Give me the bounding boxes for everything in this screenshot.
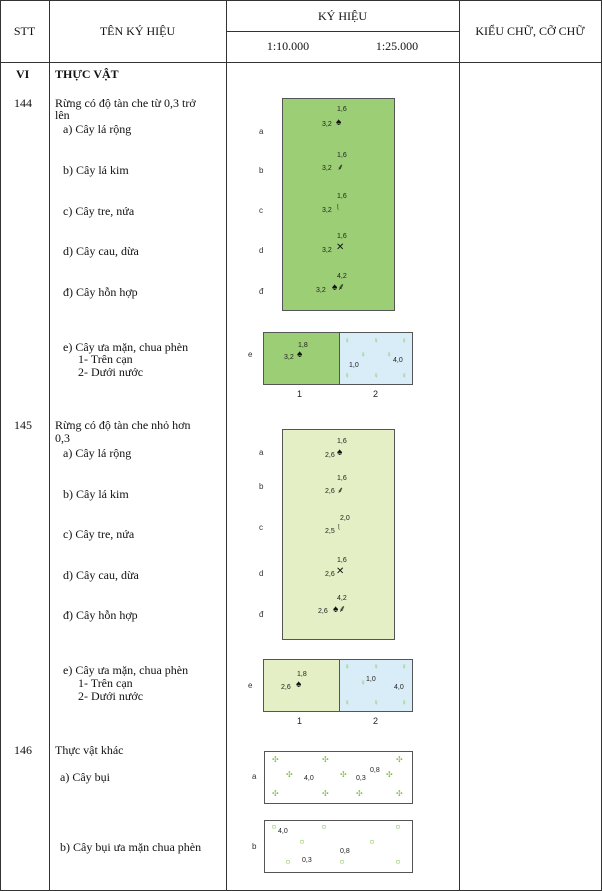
mangrove-shrub-mark-8: ⸋ <box>396 859 400 868</box>
row-144-d-dim-top: 1,6 <box>337 233 347 240</box>
row-144-a-dim-left: 3,2 <box>322 121 332 128</box>
col-divider-1 <box>49 0 50 891</box>
row-145-item-a: a) Cây lá rộng <box>63 446 132 460</box>
shrub-mark-4: ✣ <box>286 770 293 779</box>
row-145-b-dim-top: 1,6 <box>337 475 347 482</box>
mangrove-water-mark-7: ♀ <box>401 698 407 707</box>
mangrove-tree-icon: ♠ <box>296 679 302 690</box>
row-144-c-dim-top: 1,6 <box>337 193 347 200</box>
row-145-e-col1: 1 <box>297 716 303 726</box>
mangrove-water-mark-2: ♀ <box>373 336 379 345</box>
row-144-a-dim-top: 1,6 <box>337 106 347 113</box>
row-144-title-line1: Rừng có độ tàn che từ 0,3 trở <box>55 96 196 110</box>
row-144-e-dim-b: 4,0 <box>393 357 403 364</box>
row-144-item-e-sub1: 1- Trên cạn <box>78 352 133 366</box>
row-145-e-land-swatch <box>263 659 340 712</box>
row-144-item-c: c) Cây tre, nứa <box>63 204 135 218</box>
shrub-mark-6: ✣ <box>386 770 393 779</box>
row-145-dd-dim-top: 4,2 <box>337 595 347 602</box>
row-145-a-dim-top: 1,6 <box>337 438 347 445</box>
mangrove-shrub-mark-7: ⸋ <box>340 859 344 868</box>
row-144-b-dim-top: 1,6 <box>337 152 347 159</box>
row-145-e-dim-top: 1,8 <box>297 671 307 678</box>
section-title: THỰC VẬT <box>55 67 119 81</box>
row-144-e-dim-a: 1,0 <box>349 362 359 369</box>
row-145-letter-c: c <box>259 523 263 532</box>
row-144-e-dim-left: 3,2 <box>284 354 294 361</box>
row-144-c-dim-left: 3,2 <box>322 207 332 214</box>
row-145-number: 145 <box>14 418 32 432</box>
mangrove-water-mark-3: ♀ <box>401 336 407 345</box>
header-split-line <box>226 31 459 32</box>
row-145-d-dim-top: 1,6 <box>337 557 347 564</box>
mangrove-water-mark-5: ♀ <box>386 350 392 359</box>
row-145-e-dim-b: 4,0 <box>394 684 404 691</box>
row-144-letter-d: d <box>259 246 264 255</box>
row-145-letter-d: d <box>259 569 264 578</box>
mangrove-shrub-mark-6: ⸋ <box>286 859 290 868</box>
row-145-item-c: c) Cây tre, nứa <box>63 527 135 541</box>
row-144-e-col1: 1 <box>297 389 303 399</box>
palm-tree-icon: ✕ <box>336 242 345 253</box>
header-ten-ky-hieu: TÊN KÝ HIỆU <box>99 24 176 38</box>
section-number: VI <box>16 67 30 81</box>
row-145-letter-dd: đ <box>259 610 264 619</box>
broadleaf-tree-icon: ♠ <box>336 117 342 128</box>
row-145-e-dim-left: 2,6 <box>281 684 291 691</box>
mixed-forest-icon: ♠⸙ <box>332 282 345 293</box>
row-146-letter-a: a <box>252 772 257 781</box>
mangrove-shrub-mark-4: ⸋ <box>300 839 304 848</box>
row-145-item-b: b) Cây lá kim <box>63 487 129 501</box>
col-divider-3 <box>459 0 460 891</box>
mangrove-water-mark-6: ♀ <box>373 698 379 707</box>
mangrove-water-mark-8: ♀ <box>401 371 407 380</box>
mangrove-shrub-mark-3: ⸋ <box>396 824 400 833</box>
row-146-a-dim1: 4,0 <box>304 775 314 782</box>
mangrove-water-mark-5: ♀ <box>344 698 350 707</box>
mangrove-water-mark-4: ♀ <box>360 350 366 359</box>
row-145-letter-b: b <box>259 482 264 491</box>
bamboo-icon: ᶩ <box>338 523 340 534</box>
header-ky-hieu: KÝ HIỆU <box>318 9 367 23</box>
row-145-dd-dim-left: 2,6 <box>318 608 328 615</box>
row-145-title-line1: Rừng có độ tàn che nhỏ hơn <box>55 418 191 432</box>
mangrove-water-mark-6: ♀ <box>344 371 350 380</box>
row-144-item-dd: đ) Cây hỗn hợp <box>63 285 138 299</box>
shrub-mark-10: ✣ <box>396 789 403 798</box>
mangrove-water-mark-2: ♀ <box>373 662 379 671</box>
row-144-b-dim-left: 3,2 <box>322 165 332 172</box>
row-145-item-d: d) Cây cau, dừa <box>63 568 139 582</box>
row-144-number: 144 <box>14 96 32 110</box>
row-146-item-a: a) Cây bụi <box>60 770 110 784</box>
row-144-item-a: a) Cây lá rộng <box>63 122 132 136</box>
conifer-tree-icon: ⸙ <box>337 162 344 172</box>
shrub-mark-8: ✣ <box>322 789 329 798</box>
broadleaf-tree-icon: ♠ <box>337 447 343 458</box>
row-144-item-e: e) Cây ưa mặn, chua phèn <box>63 340 189 354</box>
row-144-title-line2: lên <box>55 108 70 122</box>
row-145-letter-e: e <box>248 681 253 690</box>
row-145-d-dim-left: 2,6 <box>325 571 335 578</box>
col-divider-2 <box>226 0 227 891</box>
mangrove-water-mark-7: ♀ <box>373 371 379 380</box>
row-145-item-dd: đ) Cây hỗn hợp <box>63 608 138 622</box>
header-bottom-line <box>0 62 602 63</box>
row-145-a-dim-left: 2,6 <box>325 452 335 459</box>
row-145-e-dim-a: 1,0 <box>366 676 376 683</box>
row-146-item-b: b) Cây bụi ưa mặn chua phèn <box>60 840 202 854</box>
header-scale-25000: 1:25.000 <box>375 39 419 53</box>
mangrove-shrub-mark-5: ⸋ <box>370 839 374 848</box>
row-145-item-e: e) Cây ưa mặn, chua phèn <box>63 663 189 677</box>
row-146-number: 146 <box>14 743 32 757</box>
row-146-b-dim1: 4,0 <box>278 828 288 835</box>
row-146-a-dim2: 0,8 <box>370 767 380 774</box>
row-146-a-dim3: 0,3 <box>356 775 366 782</box>
row-144-letter-a: a <box>259 127 264 136</box>
row-144-item-b: b) Cây lá kim <box>63 163 129 177</box>
header-kieu-chu: KIỂU CHỮ, CỠ CHỮ <box>475 24 585 38</box>
mangrove-tree-icon: ♠ <box>297 349 303 360</box>
row-144-item-d: d) Cây cau, dừa <box>63 244 139 258</box>
mixed-forest-icon: ♠⸙ <box>333 604 346 615</box>
shrub-mark-9: ✣ <box>356 789 363 798</box>
row-145-c-dim-left: 2,5 <box>325 528 335 535</box>
mangrove-water-mark-1: ♀ <box>344 336 350 345</box>
row-145-c-dim-top: 2,0 <box>340 515 350 522</box>
mangrove-water-mark-3: ♀ <box>401 662 407 671</box>
row-144-d-dim-left: 3,2 <box>322 247 332 254</box>
row-145-letter-a: a <box>259 448 264 457</box>
row-144-letter-e: e <box>248 350 253 359</box>
row-144-e-col2: 2 <box>373 389 379 399</box>
row-144-letter-b: b <box>259 166 264 175</box>
header-scale-10000: 1:10.000 <box>266 39 310 53</box>
conifer-tree-icon: ⸙ <box>337 485 344 495</box>
header-stt: STT <box>13 24 36 38</box>
bamboo-icon: ᶩ <box>337 203 339 214</box>
row-144-letter-c: c <box>259 206 263 215</box>
shrub-mark-3: ✣ <box>396 755 403 764</box>
shrub-mark-1: ✣ <box>272 755 279 764</box>
mangrove-shrub-mark-2: ⸋ <box>322 824 326 833</box>
table-border-top <box>0 0 602 1</box>
shrub-mark-5: ✣ <box>340 770 347 779</box>
row-145-e-col2: 2 <box>373 716 379 726</box>
mangrove-shrub-mark-1: ⸋ <box>272 824 276 833</box>
table-border-left <box>0 0 1 891</box>
row-146-b-dim3: 0,3 <box>302 857 312 864</box>
row-146-b-dim2: 0,8 <box>340 848 350 855</box>
row-146-title: Thực vật khác <box>55 743 124 757</box>
row-145-title-line2: 0,3 <box>55 431 70 445</box>
row-145-b-dim-left: 2,6 <box>325 488 335 495</box>
row-144-item-e-sub2: 2- Dưới nước <box>78 365 144 379</box>
mangrove-water-mark-1: ♀ <box>344 662 350 671</box>
shrub-mark-2: ✣ <box>322 755 329 764</box>
row-145-item-e-sub2: 2- Dưới nước <box>78 689 144 703</box>
row-144-letter-dd: đ <box>259 287 264 296</box>
palm-tree-icon: ✕ <box>336 566 345 577</box>
row-144-dd-dim-left: 3,2 <box>316 287 326 294</box>
shrub-mark-7: ✣ <box>272 789 279 798</box>
row-144-dd-dim-top: 4,2 <box>337 273 347 280</box>
mangrove-water-mark-4: ♀ <box>360 678 366 687</box>
row-145-item-e-sub1: 1- Trên cạn <box>78 676 133 690</box>
row-146-letter-b: b <box>252 842 257 851</box>
row-144-e-dim-top: 1,8 <box>298 342 308 349</box>
